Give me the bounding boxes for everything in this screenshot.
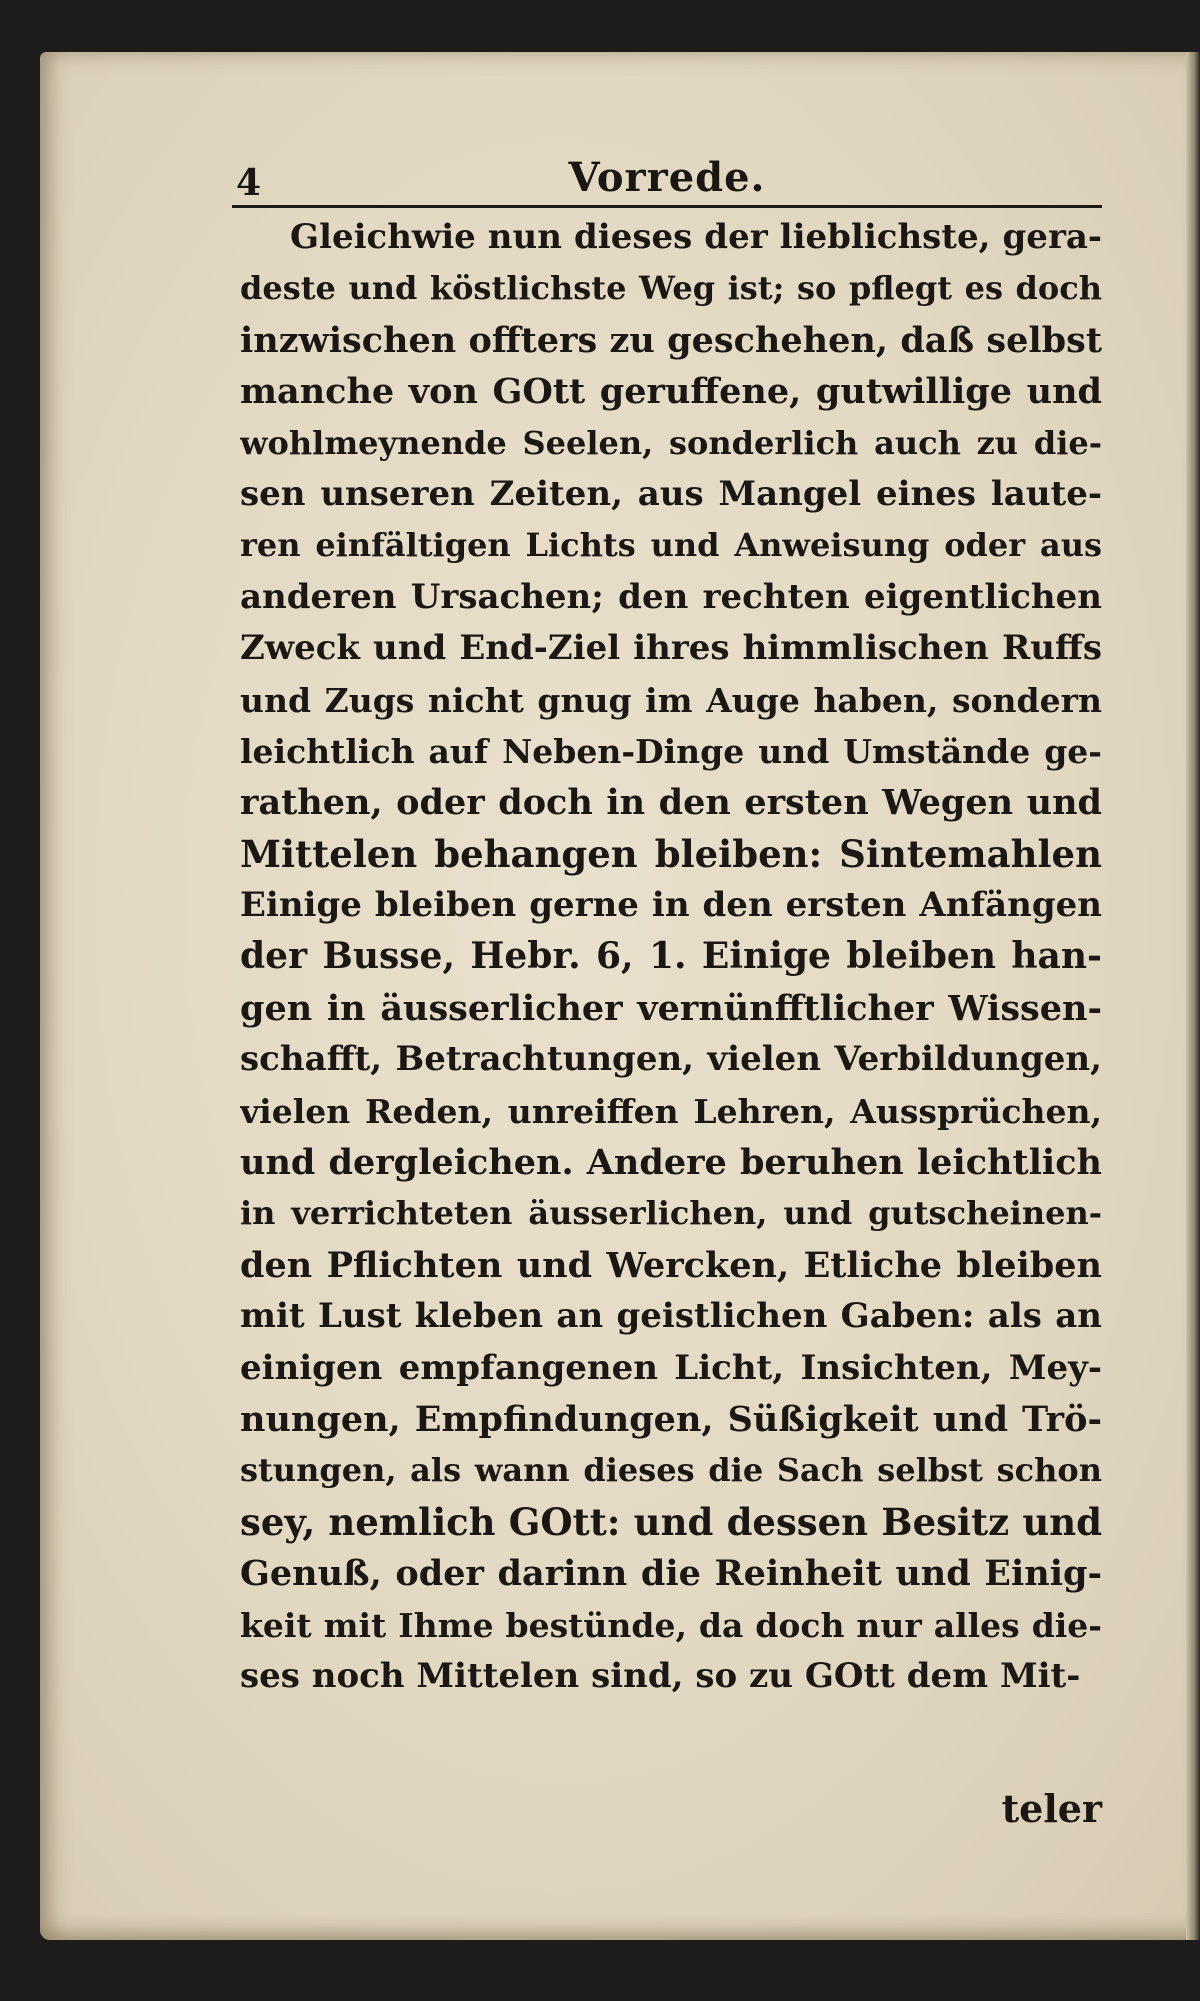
running-title: Vorrede.: [568, 154, 766, 201]
text-line: manche von GOtt geruffene, gutwillige und: [240, 371, 1102, 413]
text-line: der Busse, Hebr. 6, 1. Einige bleiben han-: [240, 935, 1102, 978]
text-line: leichtlich auf Neben-Dinge und Umstände ge-: [240, 731, 1102, 771]
page-edge-shadow: [1186, 52, 1200, 1940]
text-line: Einige bleiben gerne in den ersten Anfängen: [240, 885, 1102, 926]
text-line: den Pflichten und Wercken, Etliche bleiben: [240, 1244, 1102, 1286]
text-line: gen in äusserlicher vernünfftlicher Wissen-: [240, 987, 1102, 1029]
text-line: wohlmeynende Seelen, sonderlich auch zu die-: [240, 423, 1102, 462]
text-line: in verrichteten äusserlichen, und gutscheinen-: [240, 1194, 1102, 1233]
text-line: Mittelen behangen bleiben: Sintemahlen: [240, 831, 1102, 876]
text-line: rathen, oder doch in den ersten Wegen und: [240, 782, 1102, 824]
text-line: vielen Reden, unreiffen Lehren, Aussprüchen,: [240, 1091, 1102, 1131]
text-line: sen unseren Zeiten, aus Mangel eines laute-: [240, 473, 1102, 514]
text-line: inzwischen offters zu geschehen, daß selbst: [240, 319, 1102, 361]
body-text: [240, 212, 1102, 1702]
text-line: Genuß, oder darinn die Reinheit und Einig-: [240, 1553, 1102, 1595]
text-line: keit mit Ihme bestünde, da doch nur alles die-: [240, 1605, 1102, 1645]
text-line: mit Lust kleben an geistlichen Gaben: als an: [240, 1296, 1102, 1337]
text-line: Zweck und End-Ziel ihres himmlischen Ruffs: [240, 628, 1102, 669]
text-line: einigen empfangenen Licht, Insichten, Mey-: [240, 1347, 1102, 1388]
page-header: [232, 150, 1102, 204]
text-line: ses noch Mittelen sind, so zu GOtt dem Mit-: [240, 1655, 1081, 1696]
page-number: 4: [236, 162, 262, 204]
text-line: sey, nemlich GOtt: und dessen Besitz und: [240, 1499, 1102, 1544]
text-line: stungen, als wann dieses die Sach selbst schon: [240, 1451, 1102, 1490]
text-line: anderen Ursachen; den rechten eigentlichen: [240, 576, 1102, 617]
text-line: deste und köstlichste Weg ist; so pflegt es doch: [240, 269, 1102, 308]
text-line: und Zugs nicht gnug im Auge haben, sondern: [240, 680, 1102, 720]
text-line: Gleichwie nun dieses der lieblichste, gera-: [290, 217, 1102, 257]
text-line: ren einfältigen Lichts und Anweisung oder aus: [240, 526, 1102, 565]
header-rule: [232, 205, 1102, 208]
text-line: und dergleichen. Andere beruhen leichtlich: [240, 1142, 1102, 1184]
text-line: schafft, Betrachtungen, vielen Verbildungen,: [240, 1039, 1102, 1080]
text-line: nungen, Empfindungen, Süßigkeit und Trö-: [240, 1398, 1102, 1440]
catchword: teler: [1001, 1786, 1102, 1831]
